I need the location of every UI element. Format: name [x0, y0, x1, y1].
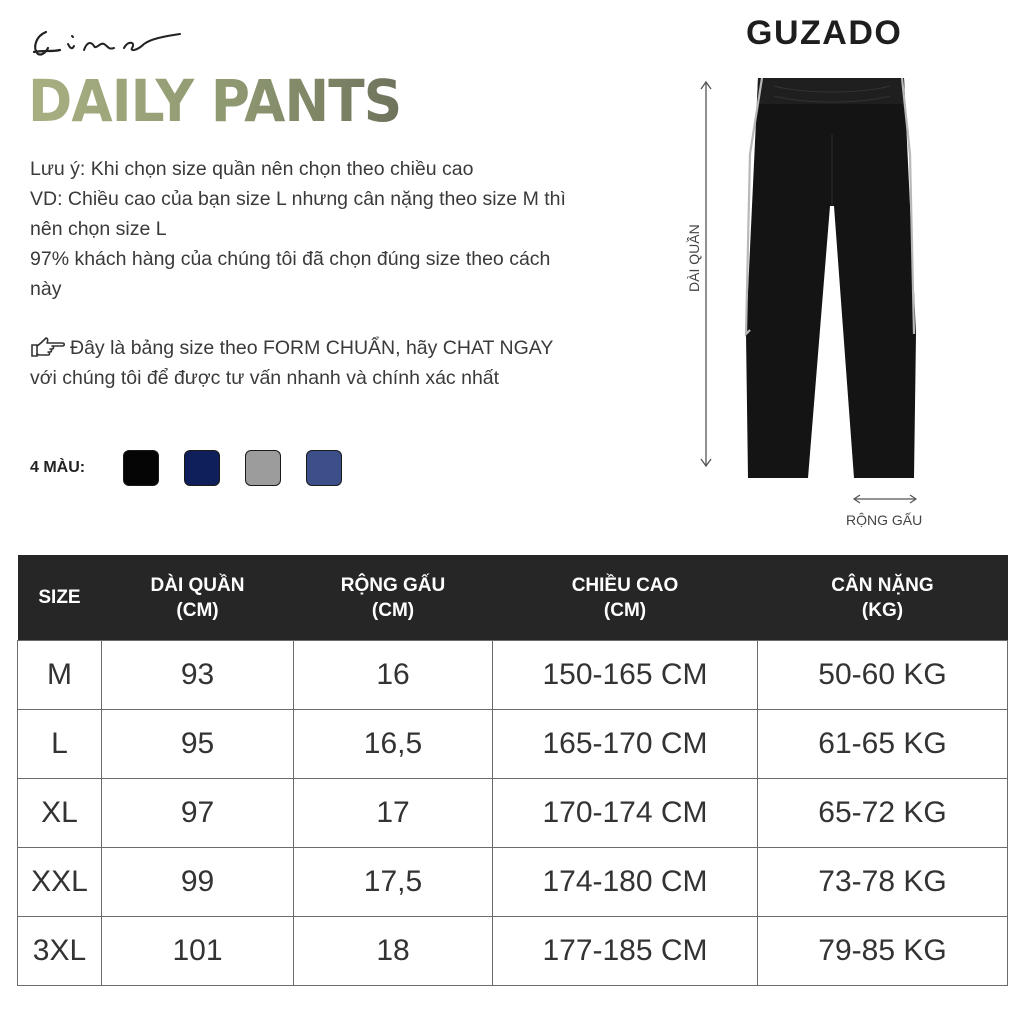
- height-cell: 165-170 CM: [493, 710, 758, 779]
- hem-cell: 18: [294, 917, 493, 986]
- pants-image: [744, 74, 920, 484]
- height-cell: 177-185 CM: [493, 917, 758, 986]
- size-cell: M: [18, 641, 102, 710]
- line-logo: [28, 22, 188, 62]
- height-cell: 150-165 CM: [493, 641, 758, 710]
- header-height: CHIỀU CAO (CM): [493, 555, 758, 641]
- weight-cell: 73-78 KG: [758, 848, 1008, 917]
- weight-cell: 65-72 KG: [758, 779, 1008, 848]
- table-row: [18, 710, 1008, 779]
- color-swatch-black[interactable]: [123, 450, 159, 486]
- table-row: [18, 779, 1008, 848]
- weight-cell: 50-60 KG: [758, 641, 1008, 710]
- product-title: DAILY PANTS: [28, 67, 402, 135]
- header-length: DÀI QUẦN (CM): [102, 555, 294, 641]
- table-row: [18, 641, 1008, 710]
- note-line: 97% khách hàng của chúng tôi đã chọn đúng size theo cách này: [30, 248, 551, 300]
- size-cell: L: [18, 710, 102, 779]
- size-cell: XXL: [18, 848, 102, 917]
- height-cell: 170-174 CM: [493, 779, 758, 848]
- colors-label: 4 MÀU:: [30, 459, 86, 476]
- header-hem-width: RỘNG GẤU (CM): [294, 555, 493, 641]
- brand-name: GUZADO: [746, 14, 903, 52]
- hem-arrow-icon: [852, 492, 918, 506]
- header-size: SIZE: [18, 555, 102, 641]
- size-cell: 3XL: [18, 917, 102, 986]
- hem-cell: 16: [294, 641, 493, 710]
- height-cell: 174-180 CM: [493, 848, 758, 917]
- size-cell: XL: [18, 779, 102, 848]
- weight-cell: 79-85 KG: [758, 917, 1008, 986]
- header-weight: CÂN NẶNG (KG): [758, 555, 1008, 641]
- hem-cell: 16,5: [294, 710, 493, 779]
- length-cell: 95: [102, 710, 294, 779]
- chat-callout: [30, 333, 570, 393]
- size-notes: [30, 154, 570, 304]
- hem-label: RỘNG GẤU: [846, 512, 923, 528]
- size-chart-table: [17, 555, 1008, 986]
- pointing-hand-icon: [30, 336, 66, 358]
- length-cell: 101: [102, 917, 294, 986]
- length-cell: 93: [102, 641, 294, 710]
- note-line: Lưu ý: Khi chọn size quần nên chọn theo chiều cao: [30, 158, 474, 180]
- table-row: [18, 917, 1008, 986]
- note-line: VD: Chiều cao của bạn size L nhưng cân nặng theo size M thì nên chọn size L: [30, 188, 566, 240]
- color-swatch-blue[interactable]: [306, 450, 342, 486]
- color-swatch-navy[interactable]: [184, 450, 220, 486]
- color-swatch-gray[interactable]: [245, 450, 281, 486]
- hem-cell: 17,5: [294, 848, 493, 917]
- length-label: DÀI QUẦN: [686, 224, 702, 292]
- length-cell: 97: [102, 779, 294, 848]
- weight-cell: 61-65 KG: [758, 710, 1008, 779]
- length-cell: 99: [102, 848, 294, 917]
- hem-cell: 17: [294, 779, 493, 848]
- callout-text: Đây là bảng size theo FORM CHUẨN, hãy CHAT NGAY với chúng tôi để được tư vấn nhanh và chính xác nhất: [30, 337, 553, 389]
- table-row: [18, 848, 1008, 917]
- table-header-row: [18, 555, 1008, 641]
- color-options: [30, 446, 367, 490]
